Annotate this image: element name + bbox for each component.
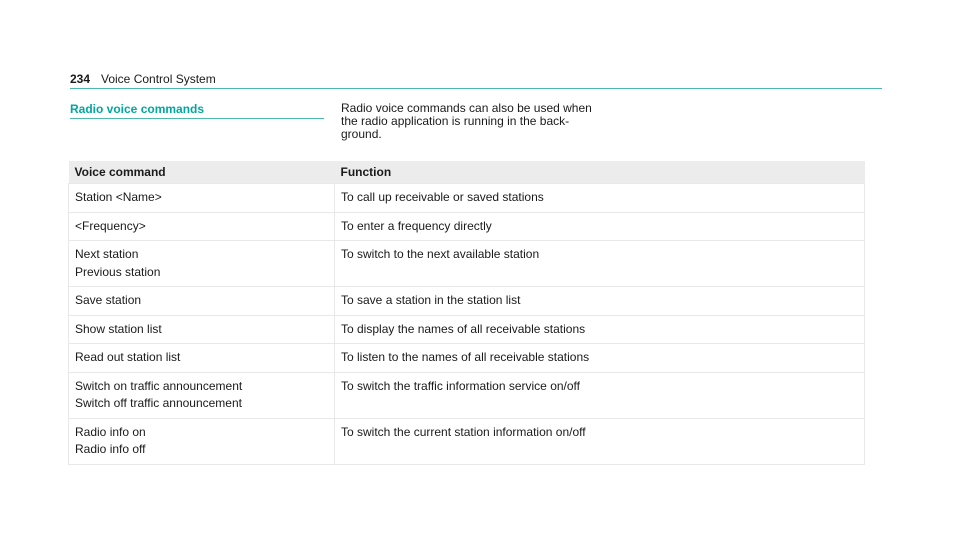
command-text: Station <Name>: [75, 190, 162, 204]
table-row: [69, 212, 865, 241]
page-number: 234: [70, 72, 91, 86]
section-heading: Radio voice commands: [70, 102, 205, 116]
command-text: Switch off traffic announcement: [75, 396, 242, 410]
page-header: [70, 72, 882, 89]
command-text: Radio info off: [75, 442, 146, 456]
command-text: Save station: [75, 293, 142, 307]
command-cell: [69, 418, 335, 464]
table-header-row: [69, 161, 865, 184]
command-cell: [69, 344, 335, 373]
command-text: Show station list: [75, 321, 162, 336]
command-text: Next station: [75, 247, 139, 261]
table-row: [69, 418, 865, 464]
table-row: [69, 372, 865, 418]
table-row: [69, 344, 865, 373]
function-cell: To display the names of all receivable stations: [335, 315, 865, 344]
function-cell: To switch the current station information on/off: [335, 418, 865, 464]
intro-paragraph: [341, 102, 601, 141]
column-header-function: Function: [335, 161, 865, 184]
section-heading-underline: [70, 118, 324, 119]
table-row: [69, 241, 865, 287]
command-text: <Frequency>: [75, 218, 146, 233]
command-cell: [69, 315, 335, 344]
intro-line: ground.: [341, 127, 382, 141]
table-row: [69, 287, 865, 316]
intro-line: Radio voice commands can also be used when: [341, 101, 592, 115]
column-header-voice-command: Voice command: [69, 161, 335, 184]
intro-line: the radio application is running in the back-: [341, 114, 570, 128]
command-cell: [69, 287, 335, 316]
table-row: [69, 184, 865, 213]
function-cell: To switch to the next available station: [335, 241, 865, 287]
command-cell: [69, 372, 335, 418]
command-cell: [69, 184, 335, 213]
command-text: Read out station list: [75, 350, 181, 364]
command-cell: [69, 212, 335, 241]
function-cell: To enter a frequency directly: [335, 212, 865, 241]
function-cell: To listen to the names of all receivable stations: [335, 344, 865, 373]
function-cell: To switch the traffic information service on/off: [335, 372, 865, 418]
section-title: Voice Control System: [101, 72, 216, 86]
command-text: Radio info on: [75, 424, 146, 439]
voice-commands-table: [68, 161, 865, 465]
command-cell: [69, 241, 335, 287]
header-divider: [70, 88, 882, 89]
function-cell: To call up receivable or saved stations: [335, 184, 865, 213]
function-cell: To save a station in the station list: [335, 287, 865, 316]
table-row: [69, 315, 865, 344]
command-text: Previous station: [75, 264, 161, 279]
command-text: Switch on traffic announcement: [75, 378, 243, 393]
